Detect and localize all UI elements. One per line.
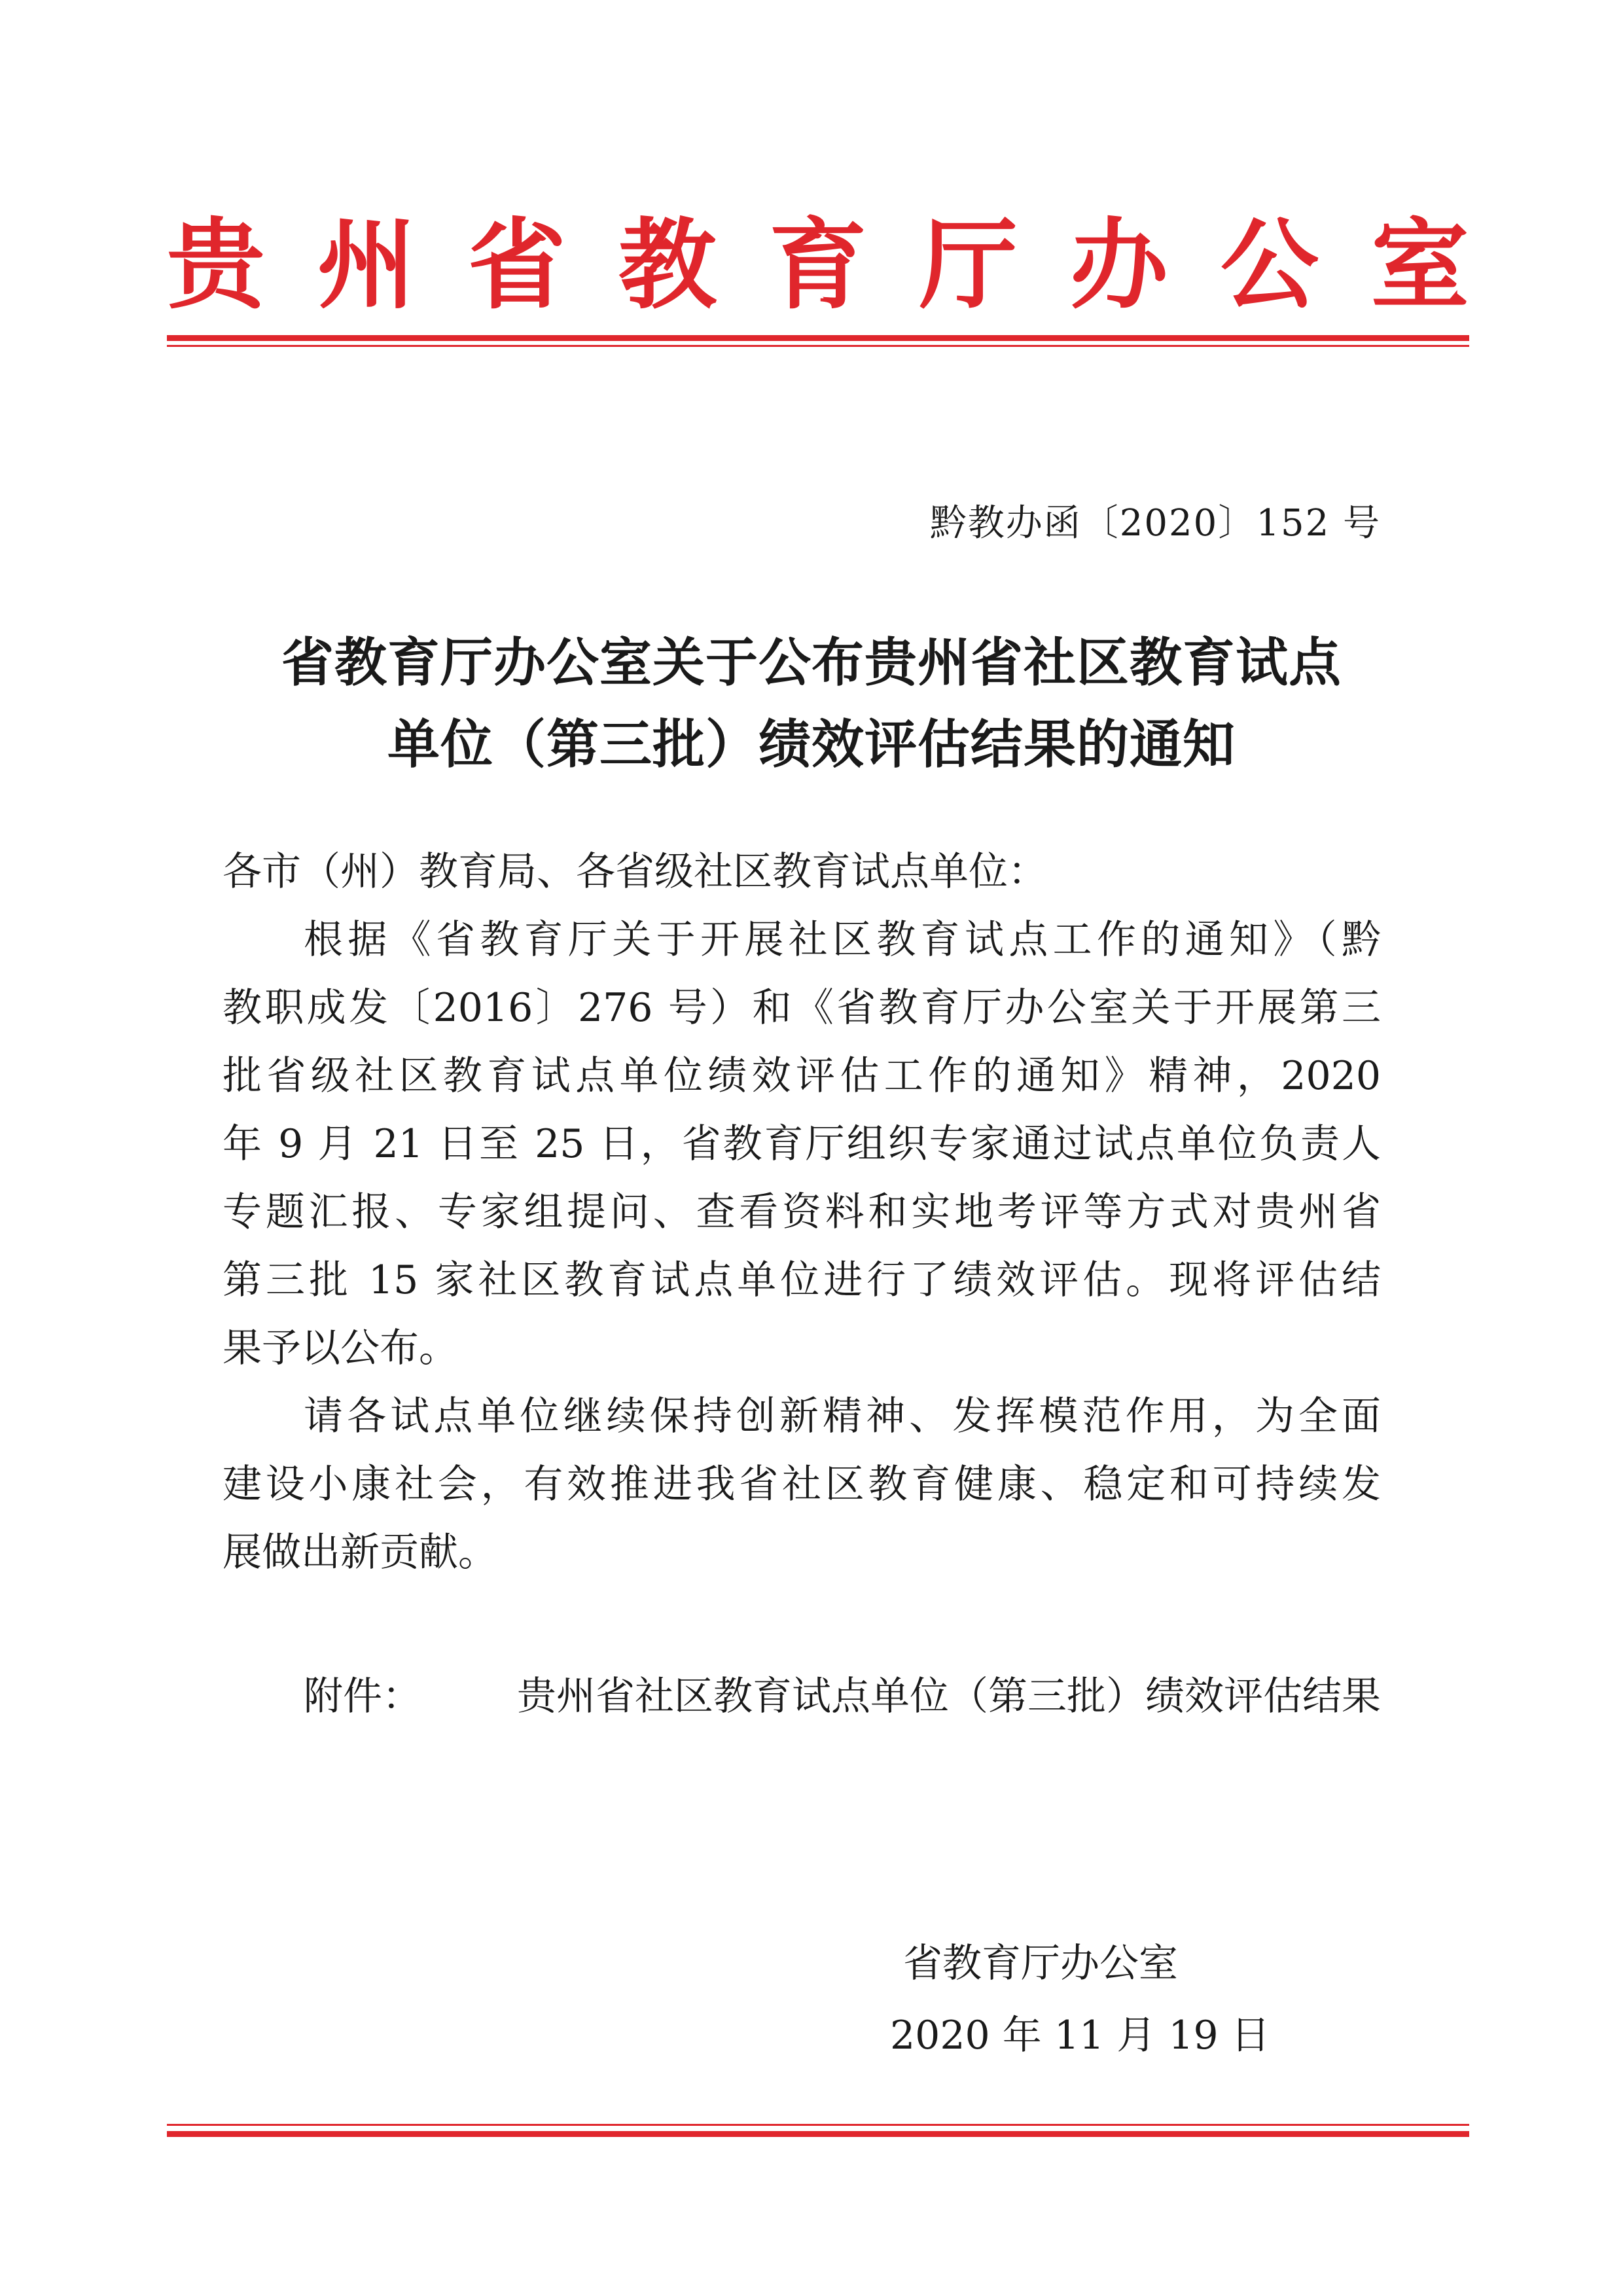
paragraph-1 [223,906,1381,1382]
body-line: 第三批 15 家社区教育试点单位进行了绩效评估。现将评估结 [223,1257,1381,1303]
body-line: 根据《省教育厅关于开展社区教育试点工作的通知》（黔 [304,917,1381,963]
body-line: 建设小康社会，有效推进我省社区教育健康、稳定和可持续发 [223,1462,1381,1507]
header-rule-thin [167,345,1469,347]
body-line: 批省级社区教育试点单位绩效评估工作的通知》精神，2020 [223,1053,1381,1099]
document-number: 黔教办函〔2020〕152 号 [929,502,1381,545]
masthead-char: 厅 [919,207,1018,323]
paragraph-2 [223,1382,1381,1587]
body-line: 展做出新贡献。 [223,1530,497,1575]
attachment-label: 附件： [304,1674,421,1719]
header-rule-thick [167,335,1469,341]
masthead-char: 育 [768,207,867,323]
body-line: 教职成发〔2016〕276 号）和《省教育厅办公室关于开展第三 [223,985,1381,1031]
footer-rule-thick [167,2131,1469,2137]
issue-date: 2020 年 11 月 19 日 [890,2013,1270,2058]
body-line: 专题汇报、专家组提问、查看资料和实地考评等方式对贵州省 [223,1189,1381,1235]
body-line: 年 9 月 21 日至 25 日，省教育厅组织专家通过试点单位负责人 [223,1121,1381,1167]
title-line: 省教育厅办公室关于公布贵州省社区教育试点 [281,632,1342,693]
masthead-char: 教 [618,207,717,323]
salutation: 各市（州）教育局、各省级社区教育试点单位： [223,849,1047,895]
document-title [223,622,1400,785]
attachment-text: 贵州省社区教育试点单位（第三批）绩效评估结果 [517,1674,1381,1719]
masthead-char: 州 [317,207,416,323]
masthead-char: 省 [467,207,566,323]
masthead-char: 贵 [167,207,266,323]
masthead-char: 室 [1370,207,1469,323]
masthead [167,206,1469,324]
title-line: 单位（第三批）绩效评估结果的通知 [387,714,1236,775]
masthead-char: 办 [1069,207,1168,323]
attachment-line [304,1662,1381,1731]
masthead-char: 公 [1220,207,1319,323]
signer: 省教育厅办公室 [903,1941,1178,1986]
body-line: 果予以公布。 [223,1325,458,1371]
footer-rule-thin [167,2124,1469,2126]
body-line: 请各试点单位继续保持创新精神、发挥模范作用，为全面 [304,1393,1381,1439]
